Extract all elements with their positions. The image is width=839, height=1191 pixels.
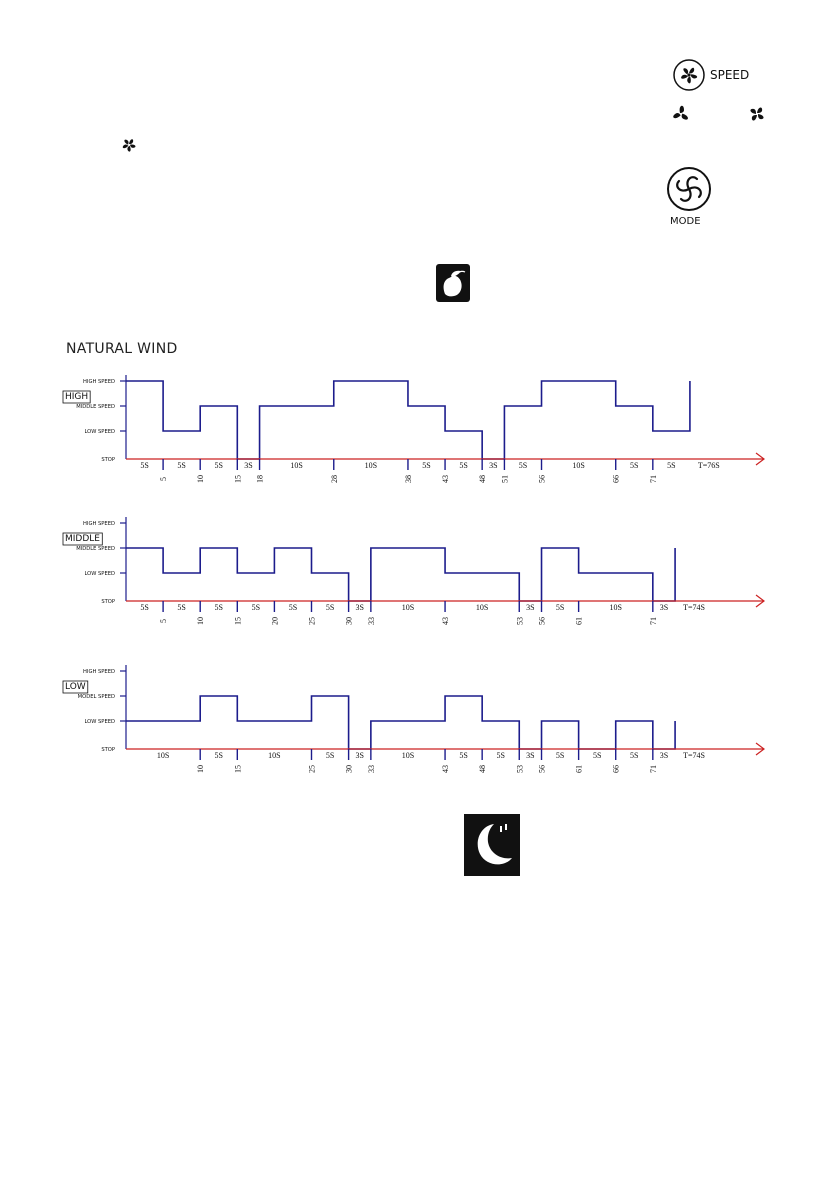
x-tick-label: 71 — [648, 765, 658, 773]
duration-label: 10S — [401, 603, 415, 612]
duration-label: 5S — [459, 461, 468, 470]
x-tick-label: 43 — [441, 617, 451, 625]
level-label: MIDDLE SPEED — [76, 546, 115, 552]
duration-label: 5S — [422, 461, 431, 470]
duration-label: 3S — [659, 751, 669, 760]
speed-signal — [126, 548, 675, 601]
duration-label: 5S — [496, 751, 505, 760]
duration-label: 5S — [251, 603, 261, 612]
x-tick-label: 10 — [196, 617, 206, 625]
duration-label: 3S — [355, 603, 364, 612]
mode-label: LOW — [65, 682, 86, 692]
duration-label: 3S — [526, 603, 535, 612]
level-label: MODEL SPEED — [77, 694, 115, 700]
duration-label: 3S — [244, 461, 253, 470]
x-tick-label: 30 — [344, 617, 354, 625]
x-tick-label: 5 — [159, 477, 169, 481]
x-tick-label: 48 — [478, 765, 488, 773]
x-tick-label: 71 — [648, 475, 658, 483]
x-tick-label: 28 — [329, 475, 339, 483]
mode-label: HIGH — [65, 392, 89, 402]
duration-label: 5S — [555, 603, 565, 612]
chart-title: NATURAL WIND — [66, 341, 178, 357]
duration-label: 10S — [609, 603, 622, 612]
x-tick-label: 15 — [233, 765, 243, 773]
x-tick-label: 56 — [537, 475, 547, 483]
duration-label: 10S — [401, 751, 415, 760]
level-label: LOW SPEED — [84, 571, 115, 577]
crescent-moon-icon — [464, 814, 520, 876]
level-label: HIGH SPEED — [83, 379, 115, 385]
chart-middle — [63, 517, 764, 625]
x-tick-label: 43 — [441, 475, 451, 483]
total-time-label: T=74S — [683, 751, 705, 760]
duration-label: 10S — [572, 461, 585, 470]
total-time-label: T=76S — [697, 461, 720, 470]
x-tick-label: 15 — [233, 475, 243, 483]
duration-label: 5S — [140, 603, 149, 612]
x-tick-label: 25 — [307, 765, 317, 773]
duration-label: 5S — [325, 603, 335, 612]
level-label: HIGH SPEED — [83, 521, 115, 527]
duration-label: 5S — [630, 461, 639, 470]
total-time-label: T=74S — [683, 603, 705, 612]
speed-signal — [126, 381, 690, 459]
duration-label: 10S — [156, 751, 170, 760]
x-tick-label: 61 — [574, 765, 584, 773]
x-tick-label: 56 — [537, 617, 547, 625]
x-tick-label: 30 — [344, 765, 354, 773]
x-tick-label: 10 — [196, 765, 206, 773]
duration-label: 5S — [667, 461, 676, 470]
duration-label: 5S — [214, 751, 223, 760]
duration-label: 3S — [659, 603, 669, 612]
level-label: LOW SPEED — [84, 429, 115, 435]
x-tick-label: 18 — [255, 475, 265, 483]
level-label: HIGH SPEED — [83, 669, 115, 675]
duration-label: 3S — [526, 751, 535, 760]
duration-label: 3S — [355, 751, 364, 760]
x-tick-label: 56 — [537, 765, 547, 773]
x-tick-label: 61 — [574, 617, 584, 625]
duration-label: 5S — [214, 461, 223, 470]
chart-low — [63, 665, 764, 773]
x-tick-label: 33 — [366, 617, 376, 625]
mode-label: MODE — [670, 216, 701, 227]
duration-label: 5S — [177, 603, 186, 612]
level-label: STOP — [101, 747, 115, 753]
duration-label: 5S — [140, 461, 149, 470]
duration-label: 5S — [459, 751, 468, 760]
x-tick-label: 53 — [515, 765, 525, 773]
x-tick-label: 43 — [441, 765, 451, 773]
level-label: MIDDLE SPEED — [76, 404, 115, 410]
chart-high — [63, 375, 764, 483]
x-tick-label: 25 — [307, 617, 317, 625]
duration-label: 5S — [177, 461, 186, 470]
speed-label: SPEED — [710, 68, 750, 82]
x-tick-label: 51 — [500, 475, 510, 484]
duration-label: 5S — [214, 603, 223, 612]
duration-label: 10S — [290, 461, 303, 470]
duration-label: 5S — [288, 603, 298, 612]
x-tick-label: 71 — [648, 617, 658, 625]
x-tick-label: 15 — [233, 617, 243, 625]
x-tick-label: 38 — [403, 475, 413, 483]
duration-label: 3S — [489, 461, 498, 470]
speed-signal — [126, 696, 675, 749]
level-label: STOP — [101, 457, 115, 463]
level-label: STOP — [101, 599, 115, 605]
x-tick-label: 33 — [366, 765, 376, 773]
x-tick-label: 10 — [196, 475, 206, 483]
level-label: LOW SPEED — [84, 719, 115, 725]
duration-label: 5S — [325, 751, 335, 760]
duration-label: 5S — [592, 751, 602, 760]
x-tick-label: 66 — [611, 765, 621, 773]
duration-label: 10S — [268, 751, 281, 760]
x-tick-label: 53 — [515, 617, 525, 625]
duration-label: 10S — [364, 461, 378, 470]
duration-label: 5S — [630, 751, 639, 760]
duration-label: 5S — [555, 751, 565, 760]
x-tick-label: 5 — [159, 619, 169, 623]
x-tick-label: 48 — [478, 475, 488, 483]
x-tick-label: 66 — [611, 475, 621, 483]
duration-label: 5S — [518, 461, 528, 470]
mode-label: MIDDLE — [65, 534, 100, 544]
duration-label: 10S — [475, 603, 489, 612]
x-tick-label: 20 — [270, 617, 280, 625]
